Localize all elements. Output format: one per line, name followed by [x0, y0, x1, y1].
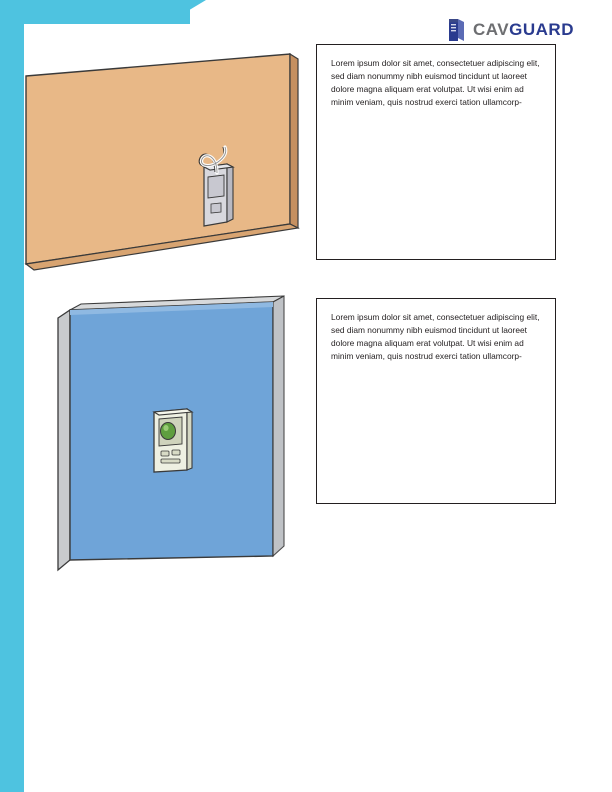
- cavguard-book-icon: [447, 18, 466, 42]
- illustration-blue-wall-panel: [48, 288, 298, 580]
- description-textbox-1: [316, 44, 556, 260]
- brand-name-part1: CAV: [473, 20, 510, 39]
- brand-logo: [447, 18, 574, 42]
- brand-logo-text: [473, 20, 574, 40]
- left-accent-band: [0, 0, 24, 792]
- brand-name-part2: GUARD: [509, 20, 574, 39]
- description-textbox-2: [316, 298, 556, 504]
- description-text-1: Lorem ipsum dolor sit amet, consectetuer adipiscing elit, sed diam nonummy nibh euismod tincidunt ut laoreet dolore magna aliquam erat volutpat. Ut wisi enim ad minim veniam, quis nostrud exerci tation ullamcorp-: [331, 58, 540, 108]
- description-text-2: Lorem ipsum dolor sit amet, consectetuer adipiscing elit, sed diam nonummy nibh euismod tincidunt ut laoreet dolore magna aliquam erat volutpat. Ut wisi enim ad minim veniam, quis nostrud exerci tation ullamcorp-: [331, 312, 540, 362]
- top-band-notch: [166, 0, 206, 24]
- illustration-brown-wall-panel: [22, 46, 304, 272]
